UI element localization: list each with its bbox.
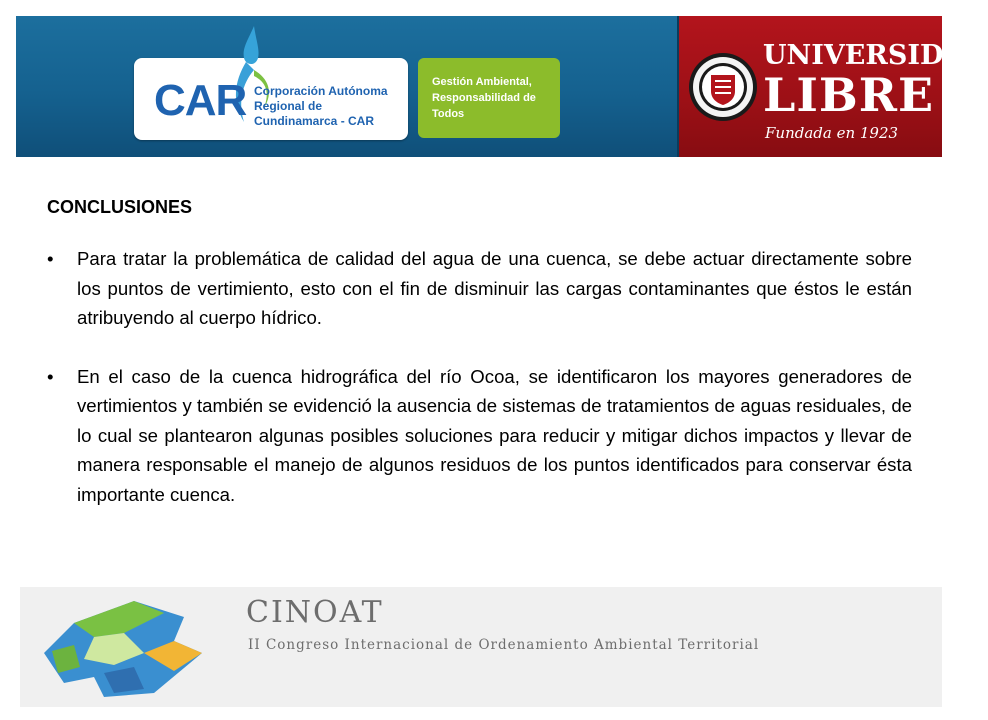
footer-subtitle: II Congreso Internacional de Ordenamiento Ambiental Territorial [248,637,760,653]
car-banner [16,16,679,157]
university-name-line1: UNIVERSIDAD [763,40,988,71]
university-founded: Fundada en 1923 [765,124,899,142]
universidad-libre-seal-icon [687,37,759,137]
cinoat-puzzle-logo-icon [34,593,214,701]
bullet-text: En el caso de la cuenca hidrográfica del río Ocoa, se identificaron los mayores generadores de vertimientos y también se evidenció la ausencia de sistemas de tratamientos de aguas residuales, de lo cual se plantearon algunas posibles soluciones para reducir y mitigar dichos impactos y llevar de manera responsable el manejo de algunos residuos de los puntos identificados para conservar ésta importante cuenca. [77,365,912,505]
bullet-text: Para tratar la problemática de calidad del agua de una cuenca, se debe actuar directamente sobre los puntos de vertimiento, esto con el fin de disminuir las cargas contaminantes que éstos le están atribuyendo al cuerpo hídrico. [77,248,912,328]
footer-title: CINOAT [246,595,384,630]
footer-banner [20,587,942,707]
bullet-item [47,244,912,333]
bullet-item [47,362,912,510]
bullet-list [47,244,912,509]
section-heading: CONCLUSIONES [47,197,193,217]
car-slogan: Gestión Ambiental, Responsabilidad de Todos [418,58,560,138]
header-banner [16,16,988,157]
car-logo-word: CAR [154,76,247,125]
car-logo [134,58,408,140]
slide-content [47,197,912,538]
university-name-line2: LIBRE [763,68,935,122]
bullet-icon: • [47,248,54,269]
universidad-libre-banner [679,16,988,157]
bullet-icon: • [47,365,54,387]
car-org-name: Corporación Autónoma Regional de Cundinamarca - CAR [254,84,388,128]
